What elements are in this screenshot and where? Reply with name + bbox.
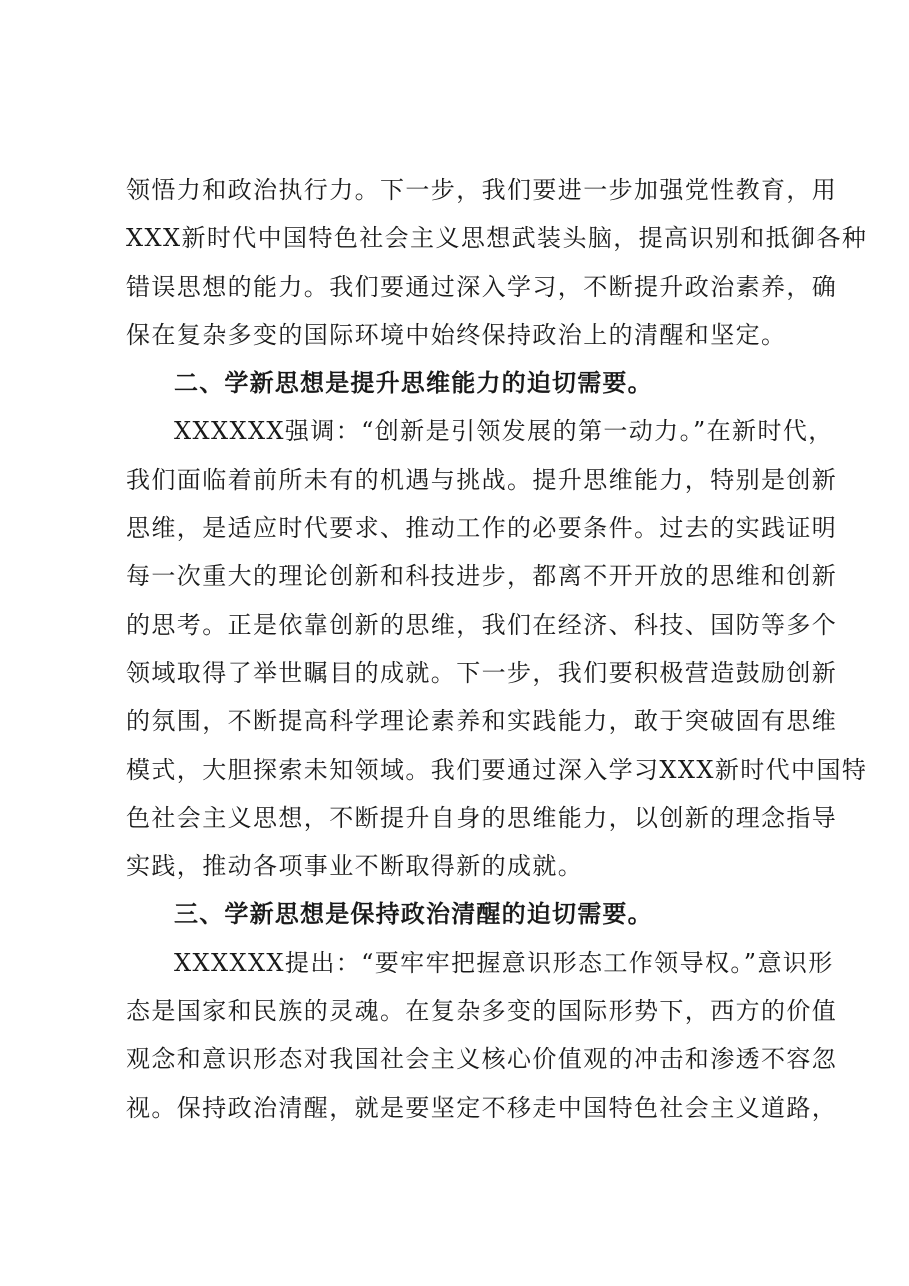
body-line: XXXXXX提出：“要牢牢把握意识形态工作领导权。”意识形: [174, 948, 834, 977]
body-line: 模式，大胆探索未知领域。我们要通过深入学习XXX新时代中国特: [126, 755, 868, 784]
body-line: 的思考。正是依靠创新的思维，我们在经济、科技、国防等多个: [126, 610, 838, 639]
body-line: 我们面临着前所未有的机遇与挑战。提升思维能力，特别是创新: [126, 465, 838, 494]
body-line: 思维，是适应时代要求、推动工作的必要条件。过去的实践证明: [126, 514, 838, 543]
body-line: 领域取得了举世瞩目的成就。下一步，我们要积极营造鼓励创新: [126, 658, 838, 687]
body-line: 色社会主义思想，不断提升自身的思维能力，以创新的理念指导: [126, 803, 838, 832]
document-body: [126, 166, 868, 1132]
body-line: 错误思想的能力。我们要通过深入学习，不断提升政治素养，确: [126, 272, 838, 301]
section-heading: 三、学新思想是保持政治清醒的迫切需要。: [174, 900, 653, 929]
body-line: 视。保持政治清醒，就是要坚定不移走中国特色社会主义道路，: [126, 1093, 838, 1122]
section-heading: 二、学新思想是提升思维能力的迫切需要。: [174, 369, 653, 398]
body-line: 每一次重大的理论创新和科技进步，都离不开开放的思维和创新: [126, 562, 838, 591]
body-line: 领悟力和政治执行力。下一步，我们要进一步加强党性教育，用: [126, 176, 838, 204]
body-line: XXX新时代中国特色社会主义思想武装头脑，提高识别和抵御各种: [126, 224, 868, 253]
body-line: XXXXXX强调：“创新是引领发展的第一动力。”在新时代，: [174, 417, 834, 446]
body-line: 态是国家和民族的灵魂。在复杂多变的国际形势下，西方的价值: [126, 997, 838, 1026]
body-line: 实践，推动各项事业不断取得新的成就。: [126, 852, 584, 881]
body-line: 保在复杂多变的国际环境中始终保持政治上的清醒和坚定。: [126, 320, 787, 349]
body-line: 的氛围，不断提高科学理论素养和实践能力，敢于突破固有思维: [126, 707, 838, 736]
body-line: 观念和意识形态对我国社会主义核心价值观的冲击和渗透不容忽: [126, 1045, 838, 1074]
